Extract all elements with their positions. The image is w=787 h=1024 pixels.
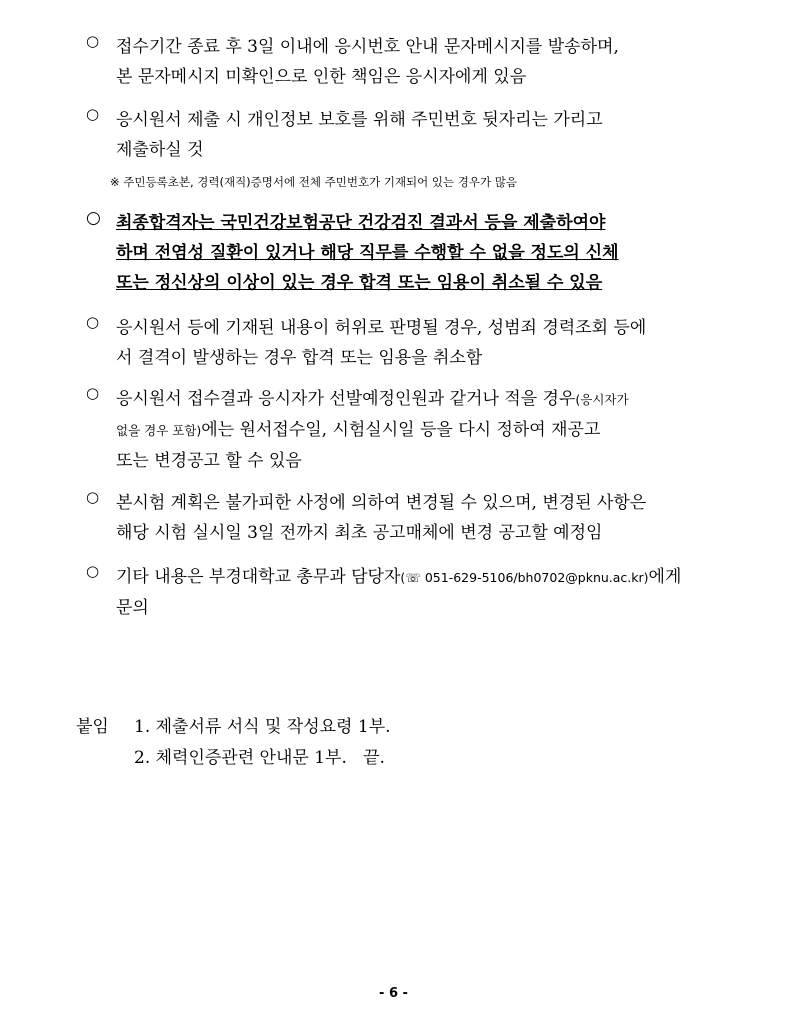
notice-line (116, 384, 738, 415)
notice-small-text: (응시자가 (575, 392, 629, 407)
notice-line (116, 562, 738, 593)
attachment-list (76, 712, 391, 774)
notice-line: 제출하실 것 (116, 140, 204, 160)
notice-item-false-application (86, 313, 738, 373)
notice-line: 하며 전염성 질환이 있거나 해당 직무를 수행할 수 없을 정도의 신체 (116, 243, 619, 263)
bullet-circle-icon: ○ (86, 105, 100, 123)
notice-line: 서 결격이 발생하는 경우 합격 또는 임용을 취소함 (116, 348, 483, 368)
notice-item-plan-change (86, 488, 738, 548)
bullet-circle-icon: ○ (86, 384, 100, 402)
notice-item-reannouncement (86, 384, 738, 476)
bullet-circle-icon: ○ (86, 488, 100, 506)
bullet-circle-icon: ○ (86, 208, 101, 228)
notice-line: 해당 시험 실시일 3일 전까지 최초 공고매체에 변경 공고할 예정임 (116, 523, 603, 543)
contact-info: (☏ 051-629-5106/bh0702@pknu.ac.kr) (400, 570, 649, 585)
notice-line: 최종합격자는 국민건강보험공단 건강검진 결과서 등을 제출하여야 (116, 213, 606, 233)
notice-text: 응시원서 접수결과 응시자가 선발예정인원과 같거나 적을 경우 (116, 389, 576, 409)
attachment-label: 붙임 (76, 717, 109, 737)
notice-line: 본 문자메시지 미확인으로 인한 책임은 응시자에게 있음 (116, 67, 527, 87)
notice-line (116, 415, 738, 446)
notice-item-sms (86, 32, 738, 92)
page-number: - 6 - (379, 986, 408, 1001)
bullet-circle-icon: ○ (86, 562, 100, 580)
notice-line: 접수기간 종료 후 3일 이내에 응시번호 안내 문자메시지를 발송하며, (116, 37, 619, 57)
attachment-item: 2. 체력인증관련 안내문 1부. 끝. (134, 748, 385, 768)
bullet-circle-icon: ○ (86, 32, 100, 50)
notice-small-text: 없을 경우 포함) (116, 423, 202, 438)
notice-text: 에는 원서접수일, 시험실시일 등을 다시 정하여 재공고 (201, 420, 601, 440)
notice-item-privacy (86, 105, 738, 165)
notice-item-health-check (86, 208, 738, 298)
privacy-note: ※ 주민등록초본, 경력(재직)증명서에 전체 주민번호가 기재되어 있는 경우가 많음 (110, 175, 517, 189)
notice-line: 본시험 계획은 불가피한 사정에 의하여 변경될 수 있으며, 변경된 사항은 (116, 493, 647, 513)
notice-text: 기타 내용은 부경대학교 총무과 담당자 (116, 567, 401, 587)
notice-line: 문의 (116, 598, 149, 618)
notice-line: 또는 정신상의 이상이 있는 경우 합격 또는 임용이 취소될 수 있음 (116, 273, 603, 293)
notice-item-contact (86, 562, 738, 623)
attachment-item: 1. 제출서류 서식 및 작성요령 1부. (134, 717, 391, 737)
notice-line: 응시원서 등에 기재된 내용이 허위로 판명될 경우, 성범죄 경력조회 등에 (116, 318, 647, 338)
bullet-circle-icon: ○ (86, 313, 100, 331)
notice-text: 에게 (648, 567, 682, 587)
notice-line: 또는 변경공고 할 수 있음 (116, 451, 302, 471)
notice-line: 응시원서 제출 시 개인정보 보호를 위해 주민번호 뒷자리는 가리고 (116, 110, 603, 130)
